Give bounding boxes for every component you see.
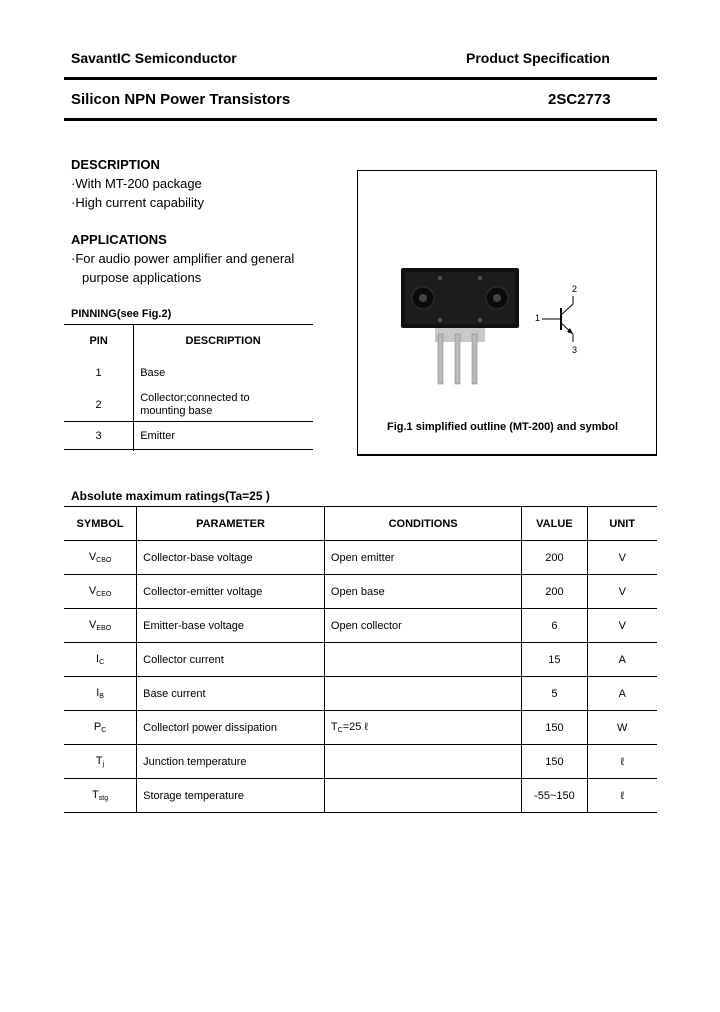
rating-value: 150 (522, 745, 587, 779)
ratings-row (64, 677, 657, 711)
rating-parameter: Emitter-base voltage (137, 609, 325, 643)
description-item: ·High current capability (71, 195, 204, 210)
ratings-header-symbol: SYMBOL (64, 507, 137, 541)
pin-number: 3 (64, 421, 134, 451)
doc-type: Product Specification (466, 50, 610, 66)
ratings-row (64, 609, 657, 643)
pin-description: Base (140, 367, 166, 379)
rating-unit: ℓ (587, 745, 657, 779)
rating-condition: Open base (324, 575, 521, 609)
rating-symbol (64, 609, 137, 643)
symbol-letter: P (93, 721, 102, 733)
ratings-row (64, 643, 657, 677)
figure-box-bottom-edge (357, 454, 657, 456)
company-name: SavantIC Semiconductor (71, 50, 237, 66)
rating-parameter: Collector-emitter voltage (137, 575, 325, 609)
pin-row (64, 389, 313, 421)
pin-header: PIN (64, 325, 134, 357)
transistor-package-image (395, 262, 525, 386)
pin-description: Emitter (134, 421, 313, 451)
symbol-letter: V (88, 585, 97, 597)
figure-caption: Fig.1 simplified outline (MT-200) and symbol (387, 421, 619, 433)
ratings-table (64, 506, 657, 813)
rating-symbol (64, 541, 137, 575)
rating-symbol (64, 575, 137, 609)
symbol-subscript: CEO (96, 591, 112, 598)
pin-description-line: mounting base (140, 404, 213, 417)
rating-condition (324, 711, 521, 745)
ratings-row (64, 711, 657, 745)
rating-parameter: Collector current (137, 643, 325, 677)
pin-description-header: DESCRIPTION (185, 335, 261, 347)
pin-row (64, 421, 313, 451)
figure-box-right-edge (656, 170, 657, 454)
symbol-subscript: EBO (96, 625, 112, 632)
applications-line: purpose applications (82, 270, 202, 285)
rating-symbol (64, 643, 137, 677)
description-item: ·With MT-200 package (71, 176, 202, 191)
ratings-row (64, 745, 657, 779)
product-line: Silicon NPN Power Transistors (71, 91, 291, 108)
pin-number: 1 (64, 357, 134, 389)
part-number: 2SC2773 (548, 91, 611, 108)
rating-condition (324, 745, 521, 779)
rating-value: 5 (522, 677, 587, 711)
rating-symbol (64, 745, 137, 779)
rating-value: 200 (522, 541, 587, 575)
rating-condition (324, 643, 521, 677)
pin-number: 2 (64, 389, 134, 421)
ratings-row (64, 779, 657, 813)
symbol-subscript: C (99, 659, 105, 666)
rating-symbol (64, 711, 137, 745)
pin-description-line: Collector;connected to (140, 391, 250, 404)
rating-unit: W (587, 711, 657, 745)
symbol-subscript: CBO (96, 557, 112, 564)
header-rule-top (64, 77, 657, 80)
rating-parameter: Collectorl power dissipation (137, 711, 325, 745)
symbol-letter: T (92, 789, 99, 801)
pin-row (64, 357, 313, 389)
symbol-subscript: B (99, 693, 104, 700)
pin-description (134, 389, 313, 421)
rating-condition: Open collector (324, 609, 521, 643)
ratings-header-conditions: CONDITIONS (324, 507, 521, 541)
rating-unit: ℓ (587, 779, 657, 813)
rating-value: 6 (522, 609, 587, 643)
pinning-title: PINNING(see Fig.2) (71, 308, 172, 320)
symbol-subscript: j (102, 761, 105, 768)
symbol-letter: V (89, 619, 97, 631)
rating-condition (324, 677, 521, 711)
rating-value: 15 (522, 643, 587, 677)
pinning-table (64, 325, 313, 451)
applications-line: ·For audio power amplifier and general (71, 251, 295, 266)
ratings-header-unit: UNIT (587, 507, 657, 541)
pinning-rule-bottom (64, 449, 313, 450)
rating-value: 200 (522, 575, 587, 609)
rating-unit: A (587, 677, 657, 711)
symbol-pin-label: 3 (572, 345, 578, 355)
rating-parameter: Storage temperature (137, 779, 325, 813)
symbol-letter: I (96, 653, 100, 665)
applications-title: APPLICATIONS (71, 232, 167, 247)
rating-value: -55~150 (522, 779, 587, 813)
symbol-letter: V (88, 551, 97, 563)
header-rule-bottom (64, 118, 657, 121)
rating-parameter: Base current (137, 677, 325, 711)
ratings-row (64, 575, 657, 609)
rating-condition: Open emitter (324, 541, 521, 575)
ratings-title: Absolute maximum ratings(Ta=25 ) (71, 489, 270, 503)
description-title: DESCRIPTION (71, 157, 160, 172)
symbol-subscript: C (101, 727, 107, 734)
condition-letter: T (330, 721, 338, 733)
ratings-header-parameter: PARAMETER (137, 507, 325, 541)
rating-symbol (64, 677, 137, 711)
rating-value: 150 (522, 711, 587, 745)
rating-symbol (64, 779, 137, 813)
rating-unit: V (587, 541, 657, 575)
rating-unit: V (587, 609, 657, 643)
rating-unit: V (587, 575, 657, 609)
rating-unit: A (587, 643, 657, 677)
symbol-letter: I (96, 687, 100, 699)
condition-subscript: C (337, 727, 343, 734)
symbol-pin-label: 2 (572, 284, 578, 294)
ratings-row (64, 541, 657, 575)
rating-parameter: Collector-base voltage (137, 541, 325, 575)
symbol-subscript: stg (98, 795, 109, 802)
ratings-header-value: VALUE (522, 507, 587, 541)
condition-tail: =25 ℓ (342, 721, 368, 733)
rating-parameter: Junction temperature (137, 745, 325, 779)
rating-condition (324, 779, 521, 813)
symbol-pin-label: 1 (535, 313, 541, 323)
symbol-letter: T (95, 755, 103, 767)
